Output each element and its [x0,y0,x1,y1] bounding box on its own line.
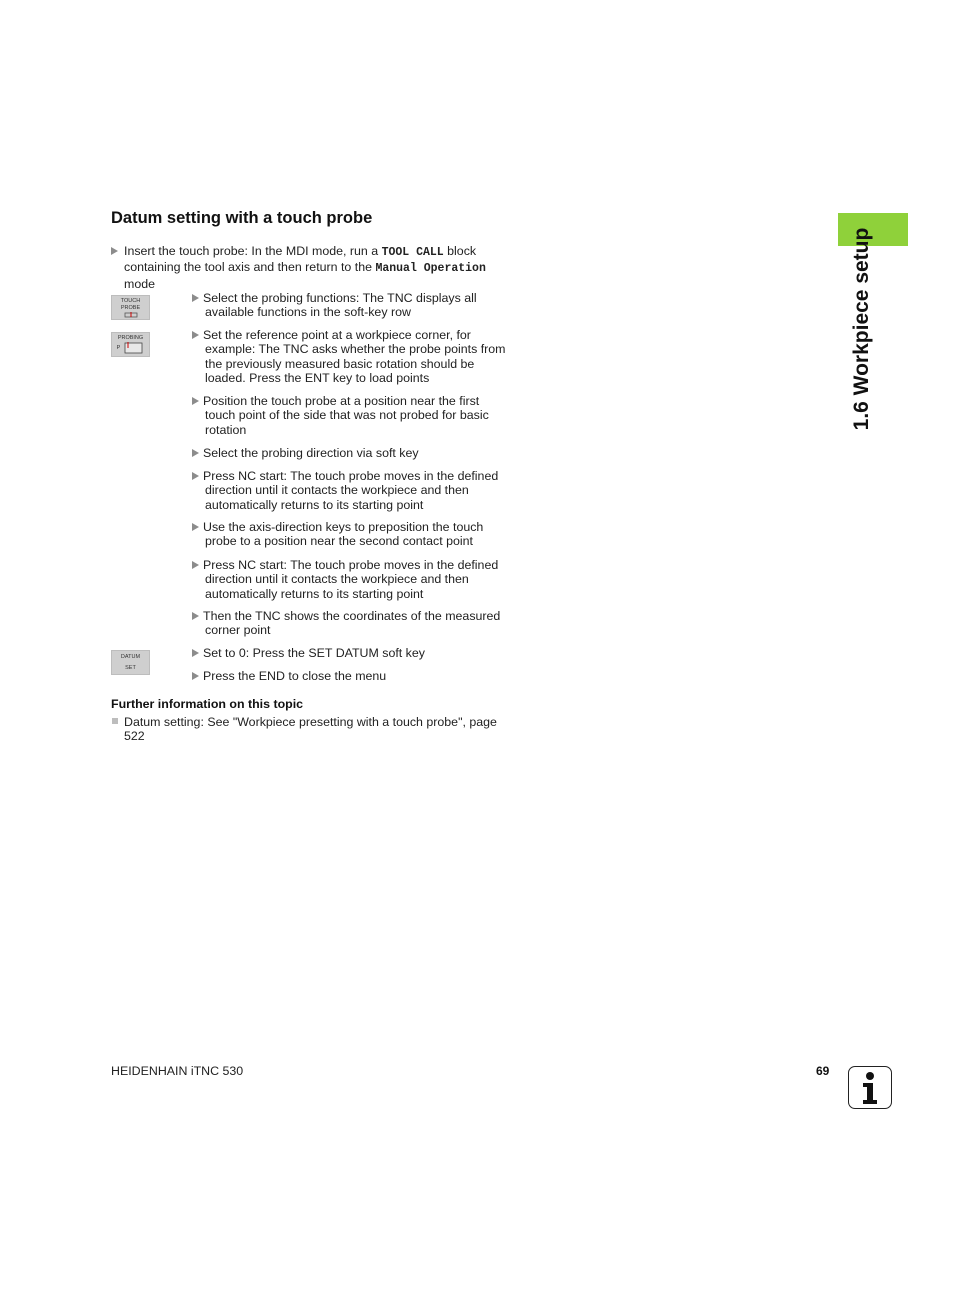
probe-icon [124,312,138,318]
further-info-item [111,715,511,744]
page-number: 69 [816,1064,830,1078]
further-info-text: Datum setting: See "Workpiece presetting with a touch probe", page 522 [124,715,497,744]
touch-probe-softkey [111,295,150,320]
triangle-bullet-icon [192,649,199,657]
step-item: Press the END to close the menu [192,669,512,683]
info-icon [848,1066,892,1109]
chapter-tab [838,213,878,433]
chapter-tab-title: 1.6 Workpiece setup [850,227,873,431]
step-item: Press NC start: The touch probe moves in the defined direction until it contacts the workpiece and then automatically returns to its starting point [192,469,512,512]
datum-set-softkey [111,650,150,675]
info-i-glyph [858,1071,882,1105]
triangle-bullet-icon [192,523,199,531]
intro-text-2: block containing the tool axis and then return to the [124,244,477,275]
softkey-label: PROBE [120,305,141,311]
triangle-bullet-icon [111,247,118,255]
triangle-bullet-icon [192,612,199,620]
softkey-label: PROBING [117,335,144,341]
intro-step [111,244,511,291]
triangle-bullet-icon [192,561,199,569]
step-item: Position the touch probe at a position near the first touch point of the side that was not probed for basic rotation [192,394,512,437]
step-item: Set to 0: Press the SET DATUM soft key [192,646,512,660]
triangle-bullet-icon [192,331,199,339]
step-item: Set the reference point at a workpiece corner, for example: The TNC asks whether the probe points from the previously measured basic rotation should be loaded. Press the ENT key to load points [192,328,512,385]
code-tool-call: TOOL CALL [381,246,444,259]
step-item: Then the TNC shows the coordinates of the measured corner point [192,609,512,638]
probing-softkey [111,332,150,357]
square-bullet-icon [112,718,118,724]
corner-probe-icon [122,342,144,354]
softkey-label: SET [125,665,136,671]
triangle-bullet-icon [192,672,199,680]
further-info-heading: Further information on this topic [111,697,304,711]
code-manual-operation: Manual Operation [375,262,486,276]
intro-text-3: mode [124,276,155,291]
step-item: Press NC start: The touch probe moves in the defined direction until it contacts the workpiece and then automatically returns to its starting point [192,558,512,601]
step-item: Select the probing direction via soft key [192,446,512,460]
softkey-label: DATUM [120,654,141,660]
triangle-bullet-icon [192,294,199,302]
step-item: Use the axis-direction keys to preposition the touch probe to a position near the second contact point [192,520,512,549]
step-item: Select the probing functions: The TNC displays all available functions in the soft-key row [192,291,512,320]
intro-text-1: Insert the touch probe: In the MDI mode, run a [124,244,382,258]
triangle-bullet-icon [192,397,199,405]
triangle-bullet-icon [192,449,199,457]
footer-manual-name: HEIDENHAIN iTNC 530 [111,1064,244,1078]
section-heading: Datum setting with a touch probe [111,209,373,227]
triangle-bullet-icon [192,472,199,480]
softkey-label: TOUCH [120,298,141,304]
softkey-label: P [116,344,121,351]
